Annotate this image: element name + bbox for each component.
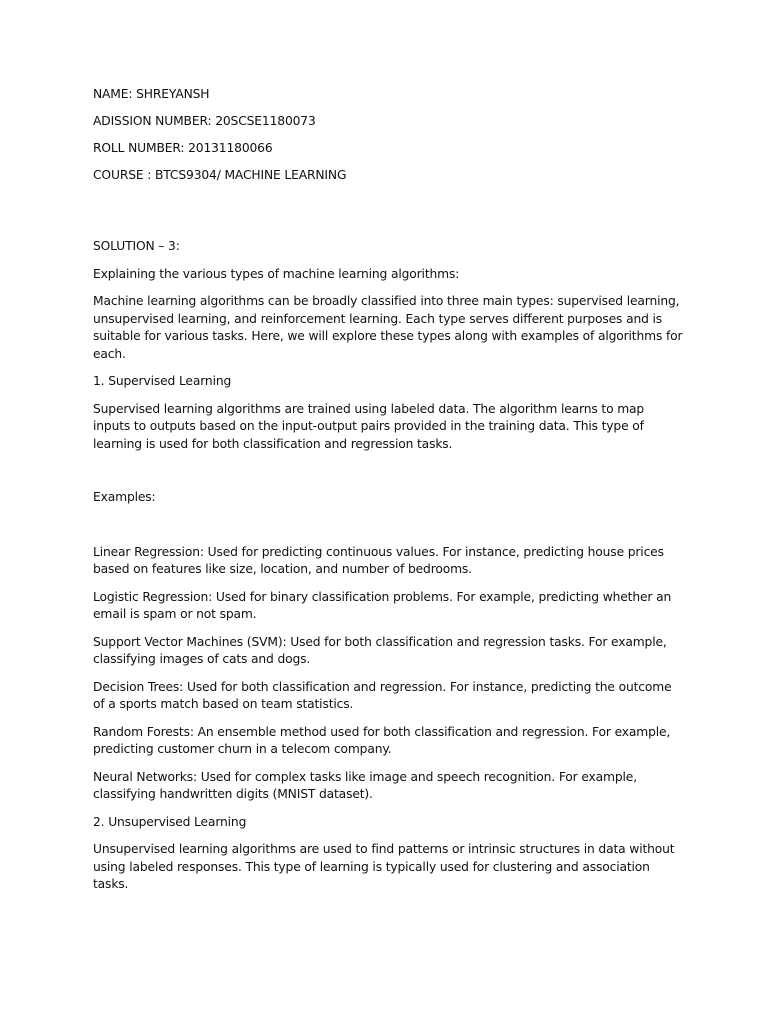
example-linear-regression: Linear Regression: Used for predicting continuous values. For instance, predicting house prices based on features like size, location, and number of bedrooms.: [93, 544, 664, 577]
spacer: [93, 194, 683, 238]
example-decision-trees: Decision Trees: Used for both classification and regression. For instance, predicting the outcome of a sports match based on team statistics.: [93, 679, 672, 712]
admission-number: ADISSION NUMBER: 20SCSE1180073: [93, 114, 316, 129]
section-heading-supervised: 1. Supervised Learning: [93, 374, 232, 389]
roll-number: ROLL NUMBER: 20131180066: [93, 141, 273, 156]
example-logistic-regression: Logistic Regression: Used for binary classification problems. For example, predicting whether an email is spam or not spam.: [93, 589, 672, 622]
document-body: [93, 86, 683, 904]
section-heading-unsupervised: 2. Unsupervised Learning: [93, 814, 247, 829]
intro-paragraph: Machine learning algorithms can be broadly classified into three main types: supervised learning, unsupervised learning, and reinforcement learning. Each type serves different purposes and is suitable for various tasks. Here, we will explore these types along with examples of algorithms for each.: [93, 294, 683, 361]
student-name: NAME: SHREYANSH: [93, 87, 210, 101]
spacer: [93, 463, 683, 489]
intro-line: Explaining the various types of machine learning algorithms:: [93, 266, 460, 281]
examples-heading: Examples:: [93, 490, 156, 505]
section-paragraph-unsupervised: Unsupervised learning algorithms are used to find patterns or intrinsic structures in data without using labeled responses. This type of learning is typically used for clustering and association tasks.: [93, 842, 675, 892]
solution-heading: SOLUTION – 3:: [93, 239, 180, 254]
section-paragraph-supervised: Supervised learning algorithms are trained using labeled data. The algorithm learns to map inputs to outputs based on the input-output pairs provided in the training data. This type of learning is used for both classification and regression tasks.: [93, 401, 645, 451]
example-neural-networks: Neural Networks: Used for complex tasks like image and speech recognition. For example, classifying handwritten digits (MNIST dataset).: [93, 769, 637, 802]
spacer: [93, 517, 683, 544]
example-svm: Support Vector Machines (SVM): Used for both classification and regression tasks. For example, classifying images of cats and dogs.: [93, 634, 667, 667]
course-code: COURSE : BTCS9304/ MACHINE LEARNING: [93, 168, 347, 183]
example-random-forests: Random Forests: An ensemble method used for both classification and regression. For example, predicting customer churn in a telecom company.: [93, 724, 671, 757]
